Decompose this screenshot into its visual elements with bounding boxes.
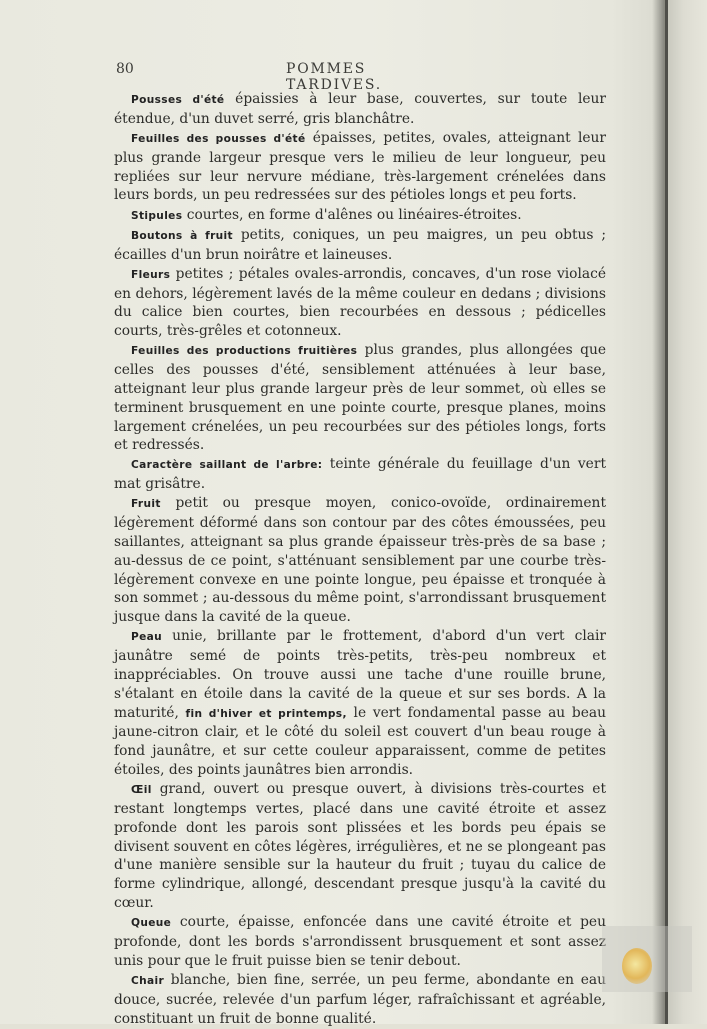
paragraph-text: unie, brillante par le frottement, d'abord d'un vert clair jaunâtre semé de points très-petits, très-peu nombreux et inappréciables. On trouve aussi une tache d'une rouille brune, s'étalant en étoile dans la cavité de la queue et sur ses bords. A la maturité, (114, 628, 606, 721)
paragraph-queue (114, 913, 606, 970)
term-label: Peau (131, 631, 163, 644)
paragraph-chair (114, 971, 606, 1028)
term-label: Caractère saillant de l'arbre: (131, 459, 323, 472)
paragraph-text: épaissies à leur base, couvertes, sur toute leur étendue, d'un duvet serré, gris blanchâtre. (114, 91, 607, 127)
paragraph-text: plus grandes, plus allongées que celles des pousses d'été, sensiblement atténuées à leur base, atteignant leur plus grande largeur près de leur sommet, où elles se terminent brusquement en une pointe courte, presque planes, moins largement crénelées, un peu recourbées sur des pétioles longs, forts et redressés. (114, 342, 606, 454)
paragraph-stipules (114, 206, 606, 226)
adjacent-page-edge (668, 0, 707, 1024)
term-label: Boutons à fruit (131, 229, 233, 242)
paragraph-text-continued: le vert fondamental passe au beau jaune-citron clair, et le côté du soleil est couvert d'un beau rouge à fond jaunâtre, et sur cette couleur apparaissent, comme de petites étoiles, des points jaunâtres bien arrondis. (114, 704, 607, 779)
paragraph-text: petites ; pétales ovales-arrondis, concaves, d'un rose violacé en dehors, légèrement lavés de la même couleur en dedans ; divisions du calice bien courtes, bien recourbées en dessous ; pédicelles courts, très-grêles et cotonneux. (114, 265, 606, 340)
term-label: Pousses d'été (131, 94, 225, 106)
paragraph-oeil (114, 780, 606, 913)
term-label-season: fin d'hiver et printemps, (185, 707, 347, 720)
paragraph-text: courtes, en forme d'alênes ou linéaires-étroites. (182, 206, 522, 223)
term-label: Œil (131, 784, 152, 797)
term-label: Fruit (131, 498, 161, 511)
paragraph-fleurs (114, 265, 606, 341)
paragraph-text: petits, coniques, un peu maigres, un peu obtus ; écailles d'un brun noirâtre et laineuses. (114, 226, 607, 263)
body-text (114, 90, 606, 1029)
term-label: Fleurs (131, 268, 171, 281)
paragraph-text: blanche, bien fine, serrée, un peu ferme, abondante en eau douce, sucrée, relevée d'un parfum léger, rafraîchissant et agréable, constituant un fruit de bonne qualité. (114, 971, 606, 1027)
term-label: Feuilles des productions fruitières (131, 345, 358, 358)
paragraph-text: courte, épaisse, enfoncée dans une cavité étroite et peu profonde, dont les bords s'arrondissent brusquement et sont assez unis pour que le fruit puisse bien se tenir debout. (114, 914, 606, 969)
term-label: Feuilles des pousses d'été (131, 132, 306, 145)
page-number: 80 (116, 61, 134, 77)
paragraph-boutons (114, 226, 606, 265)
paragraph-text: teinte générale du feuillage d'un vert mat grisâtre. (114, 456, 606, 493)
paragraph-pousses (114, 90, 606, 129)
term-label: Queue (131, 917, 172, 930)
term-label: Chair (131, 974, 165, 987)
paragraph-peau (114, 627, 606, 779)
paragraph-feuilles-pousses (114, 129, 606, 205)
page-header (116, 59, 450, 93)
term-label: Stipules (131, 209, 183, 222)
running-title: POMMES TARDIVES. (286, 61, 383, 93)
page-gutter-shadow (652, 0, 666, 1024)
paragraph-caractere (114, 455, 606, 494)
paragraph-text: épaisses, petites, ovales, atteignant leur plus grande largeur presque vers le milieu de leur longueur, peu repliées sur leur nervure médiane, très-largement crénelées dans leurs bords, un peu redressées sur des pétioles longs et peu forts. (114, 129, 606, 204)
paragraph-text: grand, ouvert ou presque ouvert, à divisions très-courtes et restant longtemps vertes, placé dans une cavité étroite et assez profonde dont les parois sont plissées et les bords peu épais se divisent souvent en côtes légères, irrégulières, et ne se plongeant pas d'une manière sensible sur la hauteur du fruit ; tuyau du calice de forme cylindrique, allongé, descendant presque jusqu'à la cavité du cœur. (114, 781, 606, 911)
corner-light-spot (622, 948, 652, 984)
paragraph-text: petit ou presque moyen, conico-ovoïde, ordinairement légèrement déformé dans son contour par des côtes émoussées, peu saillantes, atteignant sa plus grande épaisseur très-près de sa base ; au-dessus de ce point, s'atténuant sensiblement par une courbe très-légèrement convexe en une pointe longue, peu épaisse et tronquée à son sommet ; au-dessous du même point, s'arrondissant brusquement jusque dans la cavité de la queue. (114, 495, 606, 626)
paragraph-fruit (114, 494, 606, 627)
paragraph-feuilles-productions (114, 341, 606, 455)
